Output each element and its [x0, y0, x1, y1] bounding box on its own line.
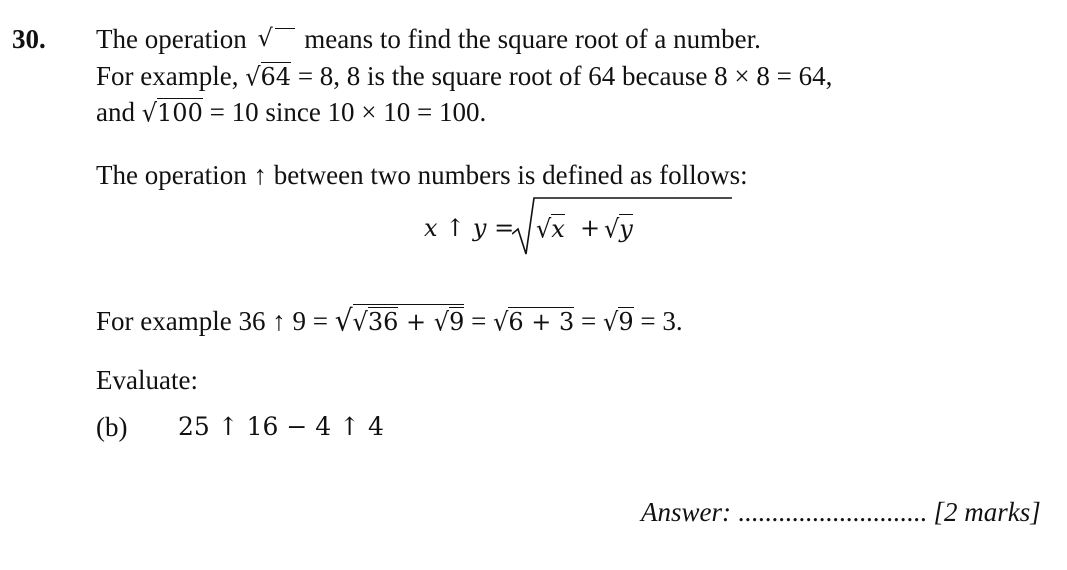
example-line	[96, 303, 683, 338]
sqrt-100: √100	[141, 98, 203, 128]
example-sqrt-9: √9	[603, 307, 634, 337]
intro-line-3	[96, 98, 486, 126]
intro-line-1-post: means to find the square root of a number.	[304, 24, 761, 54]
question-number: 30.	[12, 24, 46, 54]
answer-line	[641, 499, 1041, 526]
intro-line-2	[96, 62, 832, 90]
intro-line-2-pre: For example,	[96, 61, 239, 91]
inner-sqrt-x: √x	[536, 214, 565, 244]
intro-line-1: The operation √ means to find the square root of a number.	[96, 24, 761, 54]
answer-label: Answer:	[641, 497, 731, 527]
intro-line-2-post: = 8, 8 is the square root of 64 because 8 × 8 = 64,	[297, 61, 833, 91]
part-label: (b)	[96, 412, 128, 442]
example-sqrt-sum: √6 + 3	[493, 307, 575, 337]
intro-line-3-post: = 10 since 10 × 10 = 100.	[209, 97, 487, 127]
definition-intro: The operation ↑ between two numbers is defined as follows:	[96, 160, 748, 190]
intro-line-1-pre: The operation	[96, 24, 247, 54]
part-expression: 25 ↑ 16 − 4 ↑ 4	[178, 412, 384, 441]
evaluate-label: Evaluate:	[96, 365, 198, 395]
plus-sign: +	[580, 214, 601, 242]
definition-lhs: x ↑ y =	[424, 214, 515, 242]
example-pre: For example 36 ↑ 9 =	[96, 306, 328, 336]
inner-sqrt-y: √y	[604, 214, 633, 244]
sqrt-64: √64	[245, 62, 292, 92]
marks-label: [2 marks]	[933, 497, 1041, 527]
example-result: = 3.	[640, 306, 683, 336]
answer-blank[interactable]: ............................	[737, 497, 927, 527]
example-eq-2: =	[581, 306, 597, 336]
example-nested-radical: √√36 + √9	[334, 303, 465, 338]
intro-line-3-pre: and	[96, 97, 135, 127]
example-eq-1: =	[471, 306, 487, 336]
